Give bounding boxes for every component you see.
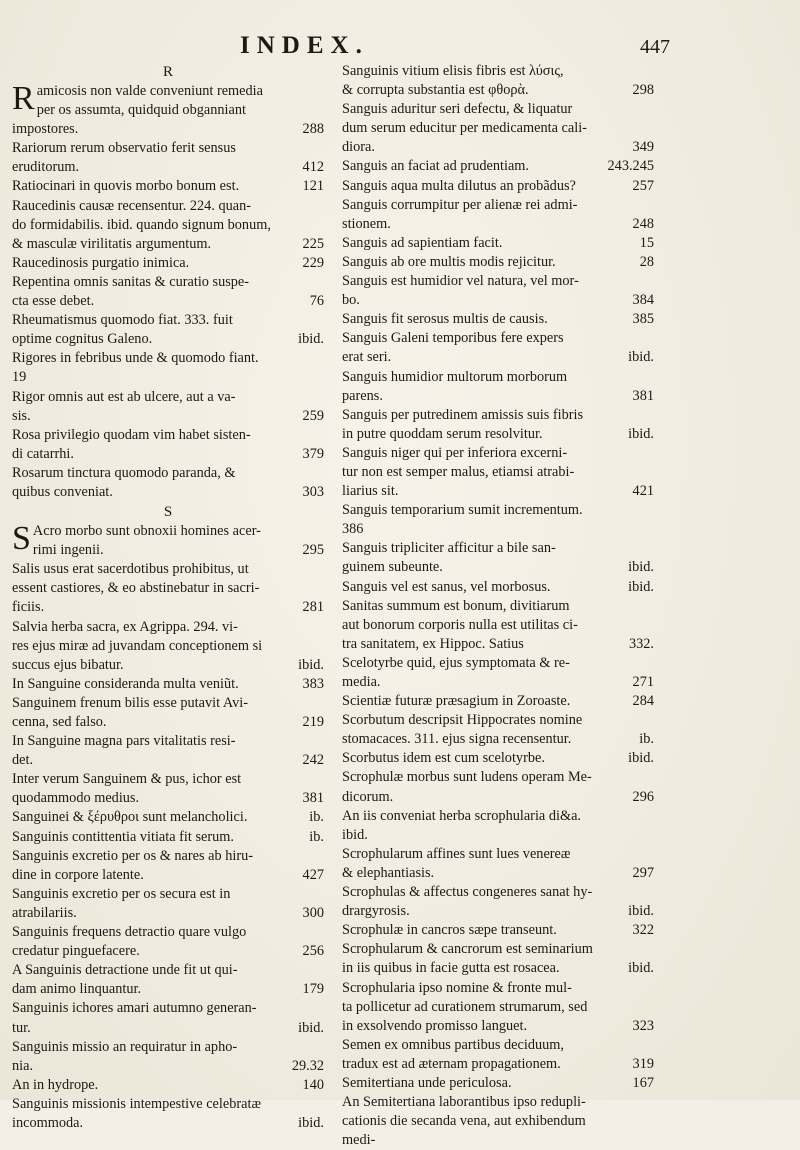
entry-continuation: cationis die secanda vena, aut exhibendum xyxy=(342,1113,586,1130)
index-entry xyxy=(342,539,654,577)
entry-page: ib. xyxy=(309,828,324,845)
entry-continuation: & corrupta substantia est φθορὰ. xyxy=(342,82,529,99)
entries-r-list xyxy=(12,139,324,502)
entry-line: Sanguinis excretio per os secura est in xyxy=(12,885,231,902)
index-entry xyxy=(12,770,324,808)
entry-continuation: tradux est ad æternam propagationem. xyxy=(342,1055,561,1072)
entry-continuation: tur. xyxy=(12,1019,31,1036)
entry-line: Sanguis tripliciter afficitur a bile san- xyxy=(342,540,556,557)
index-entry xyxy=(342,768,654,806)
entry-page: 383 xyxy=(302,675,324,692)
entry-line: Sanguinis ichores amari autumno generan- xyxy=(12,1000,257,1017)
entry-continuation: dicorum. xyxy=(342,788,394,805)
index-entry xyxy=(12,1076,324,1095)
entry-line: Rosa privilegio quodam vim habet sisten- xyxy=(12,426,251,443)
entry-line: Sanguis corrumpitur per alienæ rei admi- xyxy=(342,196,578,213)
entry-line: An in hydrope. xyxy=(12,1076,99,1093)
index-entry xyxy=(12,828,324,847)
entries-s-list xyxy=(12,560,324,1133)
index-entry xyxy=(12,464,324,502)
entry-continuation: in putre quoddam serum resolvitur. xyxy=(342,425,543,442)
entry-line: Rigores in febribus unde & quomodo fiant. xyxy=(12,350,259,367)
page-number: 447 xyxy=(640,36,670,58)
index-entry xyxy=(342,1074,654,1093)
index-entry xyxy=(342,921,654,940)
entry-line: Salvia herba sacra, ex Agrippa. 294. vi- xyxy=(12,618,238,635)
index-entry xyxy=(342,234,654,253)
entry-page: ibid. xyxy=(628,903,654,920)
index-entry xyxy=(342,940,654,978)
index-entry xyxy=(342,807,654,845)
entry-page: 76 xyxy=(309,293,324,310)
entry-line: Sanguis Galeni temporibus fere expers xyxy=(342,330,564,347)
entry-continuation: medi- xyxy=(342,1132,376,1149)
entry-page: 121 xyxy=(302,178,324,195)
entry-page: 257 xyxy=(632,177,654,194)
entry-continuation: credatur pinguefacere. xyxy=(12,943,140,960)
index-entry xyxy=(12,808,324,827)
entry-continuation: tra sanitatem, ex Hippoc. Satius xyxy=(342,635,524,652)
entry-continuation: incommoda. xyxy=(12,1114,84,1131)
index-entry xyxy=(342,845,654,883)
entry-line: Sanguinis vitium elisis fibris est λύσις, xyxy=(342,63,564,79)
entry-continuation: guinem subeunte. xyxy=(342,559,443,576)
entry-line: Sanguis aqua multa dilutus an probãdus? xyxy=(342,177,576,194)
entry-page: 259 xyxy=(302,407,324,424)
entry-page: 385 xyxy=(632,311,654,328)
entry-line: Scrophulæ morbus sunt ludens operam Me- xyxy=(342,769,592,786)
entry-continuation: stionem. xyxy=(342,215,391,232)
index-entry xyxy=(342,368,654,406)
entry-line: Sanguis fit serosus multis de causis. xyxy=(342,311,548,328)
entry-continuation: dine in corpore latente. xyxy=(12,866,144,883)
entry-line: Scorbutus idem est cum scelotyrbe. xyxy=(342,750,545,767)
entry-page: ibid. xyxy=(628,578,654,595)
section-letter-r: R xyxy=(162,64,173,80)
entry-continuation: eruditorum. xyxy=(12,159,80,176)
entry-continuation: aut bonorum corporis nulla est utilitas ci- xyxy=(342,616,578,633)
entry-page: 225 xyxy=(302,235,324,252)
entry-line: Sanguinis frequens detractio quare vulgo xyxy=(12,924,247,941)
entry-continuation: quodammodo medius. xyxy=(12,790,140,807)
entry-line: Salis usus erat sacerdotibus prohibitus, ut xyxy=(12,561,249,578)
index-entry xyxy=(12,388,324,426)
entry-continuation: det. xyxy=(12,752,34,769)
entry-continuation: succus ejus bibatur. xyxy=(12,656,124,673)
entry-page: 427 xyxy=(302,866,324,883)
entry-page: 271 xyxy=(632,674,654,690)
dropcap-s: S xyxy=(12,520,31,558)
index-entry xyxy=(12,618,324,675)
index-entry xyxy=(342,1036,654,1074)
entry-page: 243.245 xyxy=(607,158,654,175)
entry-page: 300 xyxy=(302,904,324,921)
entry-page: 296 xyxy=(632,788,654,805)
entry-continuation: sis. xyxy=(12,407,31,424)
entry-page: 28 xyxy=(639,253,654,270)
entry-page: 248 xyxy=(632,215,654,232)
entries-right-list xyxy=(342,62,654,1150)
entry-continuation: atrabilariis. xyxy=(12,904,77,921)
entry-page: 179 xyxy=(302,981,324,998)
index-entry xyxy=(342,62,654,100)
entry-continuation: nia. xyxy=(12,1057,34,1074)
entry-continuation: in iis quibus in facie gutta est rosacea. xyxy=(342,960,560,977)
entry-line: Scientiæ futuræ præsagium in Zoroaste. xyxy=(342,693,571,710)
entry-page: 295 xyxy=(302,542,324,559)
entry-line: Repentina omnis sanitas & curatio suspe- xyxy=(12,273,250,290)
index-entry xyxy=(342,597,654,654)
entry-line: An Semitertiana laborantibus ipso redupli- xyxy=(342,1094,586,1111)
index-entry xyxy=(12,273,324,311)
entry-continuation: liarius sit. xyxy=(342,483,399,500)
index-entry xyxy=(342,272,654,310)
index-entry xyxy=(12,675,324,694)
entry-line: Sanguis ad sapientiam facit. xyxy=(342,234,503,251)
index-entry-first-s xyxy=(12,522,324,560)
entry-continuation: diora. xyxy=(342,139,375,156)
index-entry xyxy=(12,999,324,1037)
entry-line: Inter verum Sanguinem & pus, ichor est xyxy=(12,771,242,788)
entry-line: Sanguis aduritur seri defectu, & liquatur xyxy=(342,101,573,118)
entry-continuation: media. xyxy=(342,674,381,690)
entry-continuation: & masculæ virilitatis argumentum. xyxy=(12,235,212,252)
entry-line: Scorbutum descripsit Hippocrates nomine xyxy=(342,712,583,729)
entry-page: 297 xyxy=(632,864,654,881)
index-entry xyxy=(12,349,324,387)
index-entry xyxy=(12,426,324,464)
index-entry xyxy=(12,139,324,177)
index-entry xyxy=(12,177,324,196)
entry-line: Rheumatismus quomodo fiat. 333. fuit xyxy=(12,312,233,329)
index-entry xyxy=(12,1038,324,1076)
index-entry xyxy=(342,406,654,444)
entry-continuation: parens. xyxy=(342,387,383,404)
entry-page: 332. xyxy=(628,635,654,652)
entry-line: Raucedinosis purgatio inimica. xyxy=(12,254,190,271)
entry-page: 384 xyxy=(632,292,654,309)
entry-continuation: 19 xyxy=(12,369,27,386)
index-entry xyxy=(342,310,654,329)
entry-page: 303 xyxy=(302,483,324,500)
entry-line: Scrophularum affines sunt lues venereæ xyxy=(342,845,571,862)
entry-line: Sanguinis excretio per os & nares ab hiru- xyxy=(12,847,253,864)
entry-page: 140 xyxy=(302,1076,324,1093)
entry-continuation: cta esse debet. xyxy=(12,293,95,310)
entry-line: A Sanguinis detractione unde fit ut qui- xyxy=(12,962,238,979)
entry-text: amicosis non valde conveniunt remedia per os assumta, quidquid obganniant impostores. 288 xyxy=(12,83,263,137)
entry-page: 229 xyxy=(302,254,324,271)
entry-page: 349 xyxy=(632,139,654,156)
entry-page: 284 xyxy=(632,693,654,710)
entry-continuation: drargyrosis. xyxy=(342,903,410,920)
index-entry xyxy=(342,157,654,176)
entry-continuation: erat seri. xyxy=(342,349,392,366)
index-entry xyxy=(12,694,324,732)
entry-continuation: res ejus miræ ad juvandam conceptionem si xyxy=(12,637,263,654)
entry-continuation: in exsolvendo promisso languet. xyxy=(342,1017,528,1034)
index-title: INDEX. xyxy=(240,32,369,59)
index-entry xyxy=(342,1093,654,1150)
index-entry xyxy=(342,883,654,921)
entry-continuation: tur non est semper malus, etiamsi atrabi- xyxy=(342,463,575,480)
entry-continuation: bo. xyxy=(342,292,360,309)
index-entry xyxy=(342,711,654,749)
entry-page: ibid. xyxy=(298,1019,324,1036)
entry-page: ib. xyxy=(639,731,654,748)
entry-continuation: essent castiores, & eo abstinebatur in sacri- xyxy=(12,580,260,597)
entry-line: Sanguis ab ore multis modis rejicitur. xyxy=(342,253,556,270)
entry-line: Scrophulas & affectus congeneres sanat hy- xyxy=(342,884,593,901)
entry-line: Semen ex omnibus partibus deciduum, xyxy=(342,1036,564,1053)
entry-page: ibid. xyxy=(628,750,654,767)
index-entry xyxy=(342,578,654,597)
entry-page: ibid. xyxy=(298,331,324,348)
entry-page: 288 xyxy=(302,121,324,138)
entry-page: ibid. xyxy=(628,559,654,576)
entry-page: 242 xyxy=(302,752,324,769)
left-column xyxy=(12,62,324,1133)
entry-continuation: ibid. xyxy=(342,826,368,843)
index-entry xyxy=(12,311,324,349)
entry-line: Raucedinis causæ recensentur. 224. quan- xyxy=(12,197,252,214)
index-entry xyxy=(342,654,654,692)
entry-line: Scrophulæ in cancros sæpe transeunt. xyxy=(342,922,557,939)
index-entry xyxy=(12,732,324,770)
entry-continuation: do formidabilis. ibid. quando signum bonum, xyxy=(12,216,271,233)
entry-continuation: dam animo linquantur. xyxy=(12,981,142,998)
entry-page: 323 xyxy=(632,1017,654,1034)
entry-line: Sanguinis missio an requiratur in apho- xyxy=(12,1038,238,1055)
entry-line: Sanguis niger qui per inferiora excerni- xyxy=(342,444,568,461)
index-entry xyxy=(342,329,654,367)
index-entry xyxy=(12,1095,324,1133)
entry-line: Sanguinis contittentia vitiata fit serum. xyxy=(12,828,234,845)
entry-line: An iis conveniat herba scrophularia di&a. xyxy=(342,807,581,824)
entry-continuation: & elephantiasis. xyxy=(342,864,435,881)
entry-page: 421 xyxy=(632,483,654,500)
entry-page: 381 xyxy=(632,387,654,404)
entry-line: Rariorum rerum observatio ferit sensus xyxy=(12,140,236,157)
entry-page: ibid. xyxy=(298,656,324,673)
entry-page: ibid. xyxy=(628,960,654,977)
index-entry xyxy=(12,885,324,923)
entry-text: Acro morbo sunt obnoxii homines acer- rimi ingenii. 295 xyxy=(33,523,261,558)
dropcap-r: R xyxy=(12,80,35,117)
index-entry xyxy=(342,749,654,768)
section-letter-s: S xyxy=(163,504,173,521)
index-entry xyxy=(342,253,654,272)
entry-line: Ratiocinari in quovis morbo bonum est. xyxy=(12,178,240,195)
entry-page: 298 xyxy=(632,82,654,99)
index-entry xyxy=(12,923,324,961)
index-entry xyxy=(12,560,324,617)
entry-continuation: di catarrhi. xyxy=(12,445,74,462)
entry-page: ibid. xyxy=(628,425,654,442)
entry-line: Sanguis humidior multorum morborum xyxy=(342,368,568,385)
entry-line: Rigor omnis aut est ab ulcere, aut a va- xyxy=(12,388,236,405)
entry-continuation: 386 xyxy=(342,521,364,538)
entry-page: ib. xyxy=(309,809,324,826)
index-entry xyxy=(342,196,654,234)
index-entry xyxy=(12,254,324,273)
entry-continuation: dum serum educitur per medicamenta cali- xyxy=(342,120,587,137)
entry-line: Sanguis an faciat ad prudentiam. xyxy=(342,158,529,175)
entry-continuation: ta pollicetur ad curationem strumarum, sed xyxy=(342,998,588,1015)
entry-page: 381 xyxy=(302,790,324,807)
entry-line: Semitertiana unde periculosa. xyxy=(342,1074,512,1091)
index-entry xyxy=(342,177,654,196)
entry-page: 412 xyxy=(302,159,324,176)
entry-line: Scrophularum & cancrorum est seminarium xyxy=(342,941,593,958)
entry-page: ibid. xyxy=(628,349,654,366)
entry-continuation: quibus conveniat. xyxy=(12,483,113,500)
entry-page: 15 xyxy=(639,234,654,251)
entry-line: Sanguinei & ξέρυθροι sunt melancholici. xyxy=(12,809,248,826)
entry-page: 281 xyxy=(302,599,324,616)
entry-line: Sanitas summum est bonum, divitiarum xyxy=(342,597,570,614)
index-entry xyxy=(12,197,324,254)
entry-page: 167 xyxy=(632,1074,654,1091)
entry-page: 379 xyxy=(302,445,324,462)
entry-continuation: stomacaces. 311. ejus signa recensentur. xyxy=(342,731,572,748)
index-entry xyxy=(12,847,324,885)
entry-line: Scrophularia ipso nomine & fronte mul- xyxy=(342,979,572,996)
index-entry xyxy=(12,961,324,999)
entry-line: Sanguis temporarium sumit incrementum. xyxy=(342,502,583,519)
entry-line: Sanguis vel est sanus, vel morbosus. xyxy=(342,578,551,595)
entry-continuation: optime cognitus Galeno. xyxy=(12,331,153,348)
entry-line: In Sanguine magna pars vitalitatis resi- xyxy=(12,733,236,750)
entry-page: 219 xyxy=(302,714,324,730)
entry-line: Sanguinem frenum bilis esse putavit Avi- xyxy=(12,694,248,711)
entry-continuation: ficiis. xyxy=(12,599,45,616)
entry-line: Sanguinis missionis intempestive celebratæ xyxy=(12,1095,261,1112)
entry-page: 319 xyxy=(632,1055,654,1072)
index-entry xyxy=(342,100,654,157)
index-entry xyxy=(342,501,654,539)
index-entry xyxy=(342,444,654,501)
index-entry xyxy=(342,692,654,711)
entry-page: ibid. xyxy=(298,1114,324,1131)
entry-line: Rosarum tinctura quomodo paranda, & xyxy=(12,464,236,481)
entry-page: 256 xyxy=(302,943,324,960)
right-column xyxy=(342,62,654,1150)
entry-continuation: cenna, sed falso. xyxy=(12,714,107,730)
entry-page: 322 xyxy=(632,922,654,939)
entry-line: In Sanguine consideranda multa veniũt. xyxy=(12,675,239,692)
entry-page: 29.32 xyxy=(291,1057,324,1074)
entry-line: Scelotyrbe quid, ejus symptomata & re- xyxy=(342,654,570,671)
index-entry-first-r xyxy=(12,82,324,139)
index-entry xyxy=(342,979,654,1036)
entry-line: Sanguis est humidior vel natura, vel mor- xyxy=(342,273,579,290)
entry-line: Sanguis per putredinem amissis suis fibris xyxy=(342,406,584,423)
